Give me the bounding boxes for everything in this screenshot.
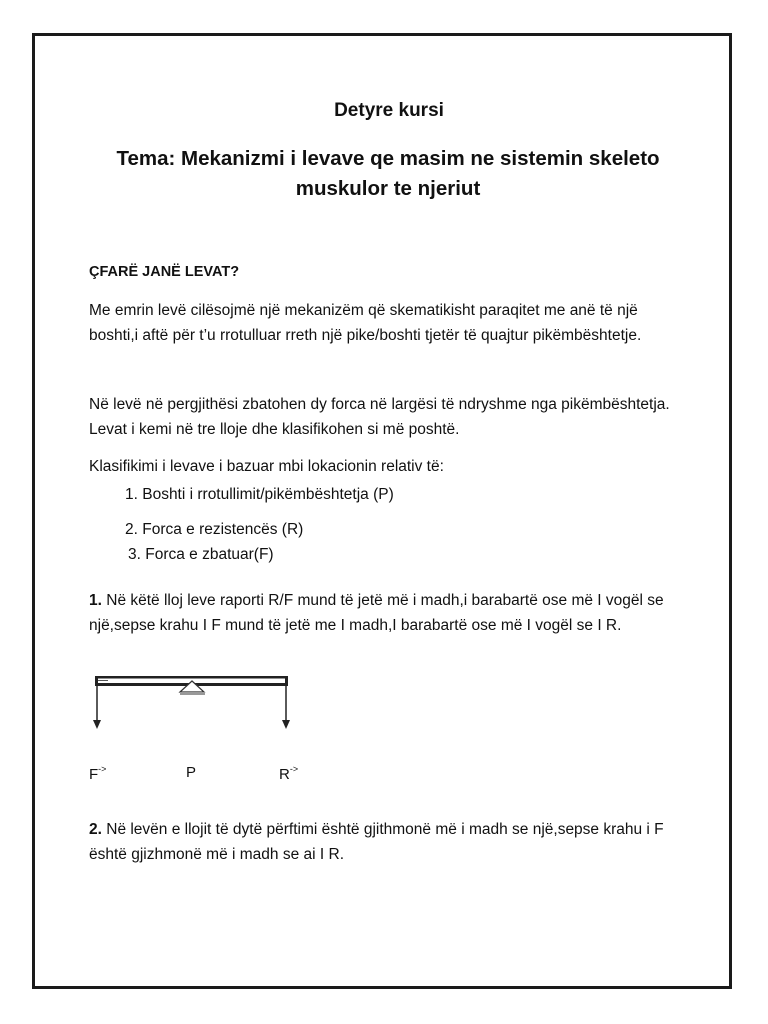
- label-resistance: R->: [279, 764, 299, 783]
- paragraph-classification: Klasifikimi i levave i bazuar mbi lokacionin relativ të:: [89, 458, 444, 475]
- list-item: 2. Forca e rezistencës (R): [125, 521, 304, 538]
- lever-diagram: [88, 672, 298, 738]
- fulcrum-triangle: [180, 681, 204, 692]
- section-heading: ÇFARË JANË LEVAT?: [89, 264, 240, 280]
- paragraph-type2: [89, 817, 689, 867]
- document-subtitle: Tema: Mekanizmi i levave qe masim ne sistemin skeleto muskulor te njeriut: [116, 147, 660, 200]
- fulcrum-base: [180, 692, 205, 695]
- document-title: Detyre kursi: [334, 100, 444, 121]
- paragraph-forces: Në levë në pergjithësi zbatohen dy forca në largësi të ndryshme nga pikëmbështetja. Levat i kemi në tre lloje dhe klasifikohen si më poshtë.: [89, 396, 670, 438]
- list-item: 1. Boshti i rrotullimit/pikëmbështetja (P): [125, 486, 394, 503]
- type1-text: Në këtë lloj leve raporti R/F mund të jetë më i madh,i barabartë ose më I vogël se një,sepse krahu I F mund të jetë me I madh,I barabartë ose më I vogël se I R.: [89, 592, 664, 634]
- lever-bar-top: [95, 676, 288, 679]
- list-item: 3. Forca e zbatuar(F): [128, 546, 274, 563]
- lever-bar-left-cap: [95, 676, 98, 686]
- force-arrow-left-head: [93, 720, 101, 729]
- force-arrow-right-head: [282, 720, 290, 729]
- paragraph-definition: Me emrin levë cilësojmë një mekanizëm që skematikisht paraqitet me anë të një boshti,i aftë për t’u rrotulluar rreth një pike/boshti tjetër të quajtur pikëmbështetje.: [89, 302, 642, 344]
- label-fulcrum: P: [186, 764, 197, 781]
- paragraph-type1: [89, 588, 689, 638]
- type2-text: Në levën e llojit të dytë përftimi është gjithmonë më i madh se një,sepse krahu i F është gjizhmonë më i madh se ai I R.: [89, 821, 664, 863]
- type1-number: 1.: [89, 592, 102, 609]
- lever-bar-right-cap: [285, 676, 288, 686]
- label-force-applied: F->: [89, 764, 107, 783]
- type2-number: 2.: [89, 821, 102, 838]
